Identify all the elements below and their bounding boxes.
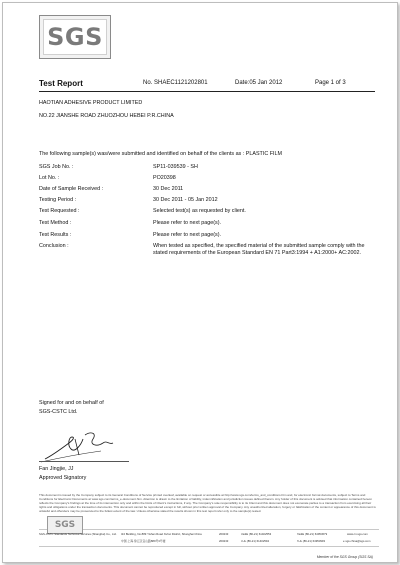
footer-email[interactable]: e sgs.china@sgs.com: [343, 539, 371, 543]
field-label-conclusion: Conclusion :: [39, 243, 69, 249]
footer-contact: [39, 520, 379, 547]
signoff-line1: Signed for and on behalf of: [39, 400, 104, 406]
footer-sgs-logo: SGS: [47, 516, 83, 534]
field-label-job-no: SGS Job No. :: [39, 164, 74, 170]
field-value-test-requested: Selected test(s) as requested by client.: [153, 208, 246, 214]
field-label-test-requested: Test Requested :: [39, 208, 80, 214]
field-value-testing-period: 30 Dec 2011 - 05 Jan 2012: [153, 197, 218, 203]
report-number: No. SHAEC1121202801: [143, 80, 208, 86]
sgs-logo: [39, 15, 111, 59]
footer-tel-ee: t E&E (86-21) 61402553: [241, 532, 272, 536]
field-label-test-results: Test Results :: [39, 232, 72, 238]
report-date: Date:05 Jan 2012: [235, 80, 283, 86]
header-rule: [39, 91, 375, 92]
sgs-logo-text: SGS: [47, 23, 103, 51]
footer-company-en: SGS-CSTC Standards Technical Services (Shanghai) Co., Ltd.: [39, 532, 117, 536]
footer-website[interactable]: www.cn.sgs.com: [347, 532, 368, 536]
field-value-test-results: Please refer to next page(s).: [153, 232, 222, 238]
field-value-conclusion: When tested as specified, the specified material of the submitted sample comply with the stated requirements of the European Standard EN 71 Part3:1994 + A1:2000+ AC:2002.: [153, 243, 365, 256]
report-page-number: Page 1 of 3: [315, 80, 346, 86]
field-value-lot-no: PO20398: [153, 175, 176, 181]
field-value-received: 30 Dec 2011: [153, 186, 184, 192]
field-label-received: Date of Sample Received :: [39, 186, 104, 192]
footer-fax-ee: f E&E (86-21) 64953679: [297, 532, 328, 536]
applicant-address: NO.22 JIANSHE ROAD ZHUOZHOU HEBEI P.R.CHINA: [39, 113, 174, 119]
footer-zip-2: 200233: [219, 539, 229, 543]
footer-address-cn: 中国·上海·徐汇区宜山路889号3号楼: [121, 539, 166, 543]
terms-disclaimer: This document is issued by the Company subject to its General Conditions of Service printed overleaf, available on request or accessible at http://www.sgs.com/terms_and_conditions.htm and, for electronic format documents, subject to Terms and Conditions for Electronic Documents at www.sgs.com/terms_e-document.htm. Attention is drawn to the limitation of liability, indemnification and jurisdiction issues defined therein. Any holder of this document is advised that information contained hereon reflects the Company's findings at the time of its intervention only and within the limits of Client's instructions, if any. The Company's sole responsibility is to its Client and this document does not exonerate parties to a transaction from exercising all their rights and obligations under the transaction documents. This document cannot be reproduced except in full, without prior written approval of the Company. Any unauthorized alteration, forgery or falsification of the content or appearance of this document is unlawful and offenders may be prosecuted to the fullest extent of the law. Unless otherwise stated the results shown in this test report refer only to the sample(s) tested.: [39, 493, 376, 513]
field-label-lot-no: Lot No. :: [39, 175, 60, 181]
field-label-testing-period: Testing Period :: [39, 197, 77, 203]
footer-zip-1: 200233: [219, 532, 229, 536]
signature-image: [39, 425, 129, 465]
report-title: Test Report: [39, 79, 83, 88]
field-value-test-method: Please refer to next page(s).: [153, 220, 222, 226]
report-header: [39, 79, 379, 91]
applicant-company: HAOTIAN ADHESIVE PRODUCT LIMITED: [39, 100, 143, 106]
sample-intro: The following sample(s) was/were submitted and identified on behalf of the clients as : PLASTIC FILM: [39, 151, 282, 157]
field-label-test-method: Test Method :: [39, 220, 72, 226]
signatory-role: Approved Signatory: [39, 475, 87, 481]
footer-fax-hl: f HL (86-21) 64953993: [297, 539, 326, 543]
signatory-name: Fan Jingjie, JJ: [39, 466, 74, 472]
sgs-group-membership: Member of the SGS Group (SGS SA): [316, 555, 373, 559]
signature-line: [39, 461, 129, 462]
footer-tel-hl: t HL (86-21) 61402594: [241, 539, 270, 543]
report-page: [2, 2, 398, 563]
footer-address-en: 3rd Building, No.889 Yishan Road Xuhui District, Shanghai China: [121, 532, 202, 536]
field-value-job-no: SP11-039539 - SH: [153, 164, 198, 170]
signoff-company: SGS-CSTC Ltd.: [39, 409, 78, 415]
